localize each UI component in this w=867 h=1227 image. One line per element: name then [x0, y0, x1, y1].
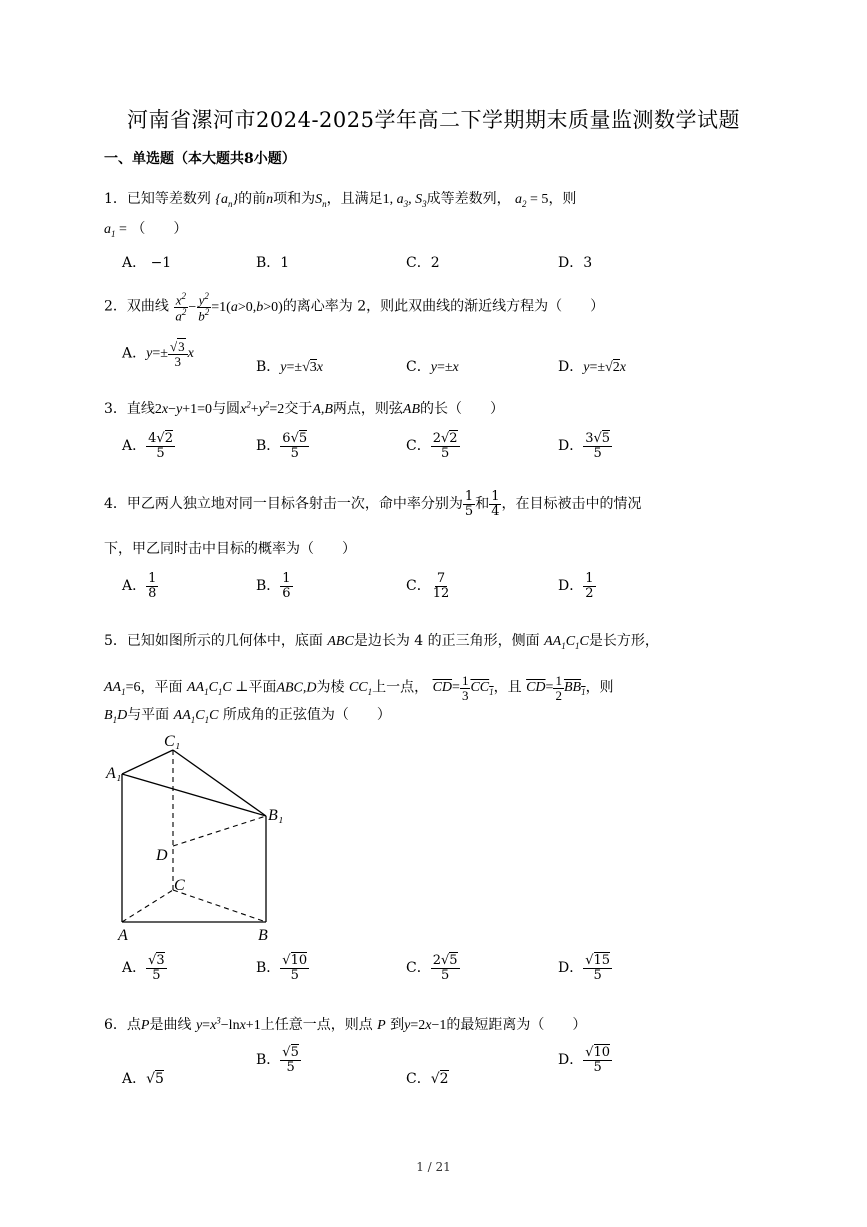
label-c1: C₁: [164, 733, 181, 750]
q2-option-b[interactable]: B．y=±√3x: [256, 359, 323, 375]
q4-option-a[interactable]: A． $\frac{1}{8}$: [122, 571, 157, 601]
q6-option-a[interactable]: A．√5: [122, 1071, 164, 1087]
question-2-line: 2．双曲线 $\frac{x^2}{a^2}$ − $\frac{y^2}{b^2}$ =1(a>0,b>0)的离心率为 2，则此双曲线的渐近线方程为（ ）: [104, 291, 605, 324]
q1-option-b[interactable]: B．1: [256, 255, 290, 271]
section-heading: 一、单选题（本大题共8小题）: [104, 151, 296, 167]
q5-option-d[interactable]: D． $\frac{√15}{5}$: [558, 953, 611, 983]
page-title: 河南省漯河市2024-2025学年高二下学期期末质量监测数学试题: [127, 108, 740, 132]
question-3-line: 3．直线2x−y+1=0与圆$x^2+y^2=2$交于A,B两点，则弦AB的长（ ）: [104, 399, 505, 417]
label-d: D: [156, 847, 168, 864]
q3-option-c[interactable]: C． $\frac{2√2}{5}$: [406, 431, 458, 461]
question-4-line-1: 4．甲乙两人独立地对同一目标各射击一次，命中率分别为 $\frac{1}{5}$ 和 $\frac{1}{4}$ ，在目标被击中的情况: [104, 489, 642, 519]
q3-option-d[interactable]: D． $\frac{3√5}{5}$: [558, 431, 611, 461]
q3-option-b[interactable]: B． $\frac{6√5}{5}$: [256, 431, 308, 461]
q1-option-d[interactable]: D．3: [558, 255, 593, 271]
q4-option-b[interactable]: B． $\frac{1}{6}$: [256, 571, 291, 601]
q6-option-d[interactable]: D． $\frac{√10}{5}$: [558, 1045, 611, 1075]
page-number: 1 / 21: [416, 1160, 451, 1174]
q2-option-d[interactable]: D．y=±√2x: [558, 359, 626, 375]
q6-option-c[interactable]: C．√2: [406, 1071, 449, 1087]
question-5-line-2: $AA_1=6$，平面 $AA_1C_1C$ ⊥平面ABC,D为棱 $CC_1$上一点， $\overline{CD}=$ $\frac{1}{3}$ $CC_1$，且 $\overline{CD}=$ $\frac{1}{2}$ $BB_1$，则: [104, 673, 614, 703]
label-b: B: [258, 927, 268, 943]
q5-option-b[interactable]: B． $\frac{√10}{5}$: [256, 953, 308, 983]
q1-option-c[interactable]: C．2: [406, 255, 440, 271]
q5-option-c[interactable]: C． $\frac{2√5}{5}$: [406, 953, 458, 983]
geometry-figure: [102, 728, 302, 943]
q6-option-b[interactable]: B． $\frac{√5}{5}$: [256, 1045, 299, 1075]
q5-option-a[interactable]: A． $\frac{√3}{5}$: [122, 953, 165, 983]
question-5-line-3: $B_1D$与平面 $AA_1C_1C$ 所成角的正弦值为（ ）: [104, 707, 391, 725]
question-1-line-2: $a_1$ = （ ）: [104, 221, 188, 239]
question-6-line: 6．点P是曲线 $y=x^3-\ln x+1$上任意一点，则点 P 到y=2x−1的最短距离为（ ）: [104, 1015, 587, 1033]
label-a1: A₁: [106, 765, 122, 782]
q2-option-c[interactable]: C．y=±x: [406, 359, 459, 375]
q4-option-c[interactable]: C． $\frac{7}{12}$: [406, 571, 450, 601]
question-4-line-2: 下，甲乙同时击中目标的概率为（ ）: [104, 541, 356, 557]
label-a: A: [118, 927, 128, 943]
label-c: C: [174, 877, 185, 894]
question-1-line-1: 1．已知等差数列 $\{a_n\}$的前n项和为$S_n$，且满足1, $a_3$, $S_3$成等差数列， $a_2 = 5$，则: [104, 191, 577, 209]
q2-option-a[interactable]: A．y=± $\frac{√3}{3}$ x: [122, 339, 194, 369]
q1-option-a[interactable]: A． −1: [122, 255, 172, 271]
q3-option-a[interactable]: A． $\frac{4√2}{5}$: [122, 431, 173, 461]
q4-option-d[interactable]: D． $\frac{1}{2}$: [558, 571, 594, 601]
label-b1: B₁: [268, 807, 284, 824]
question-5-line-1: 5．已知如图所示的几何体中，底面 ABC是边长为 4 的正三角形，侧面 $AA_1C_1C$是长方形，: [104, 633, 659, 651]
